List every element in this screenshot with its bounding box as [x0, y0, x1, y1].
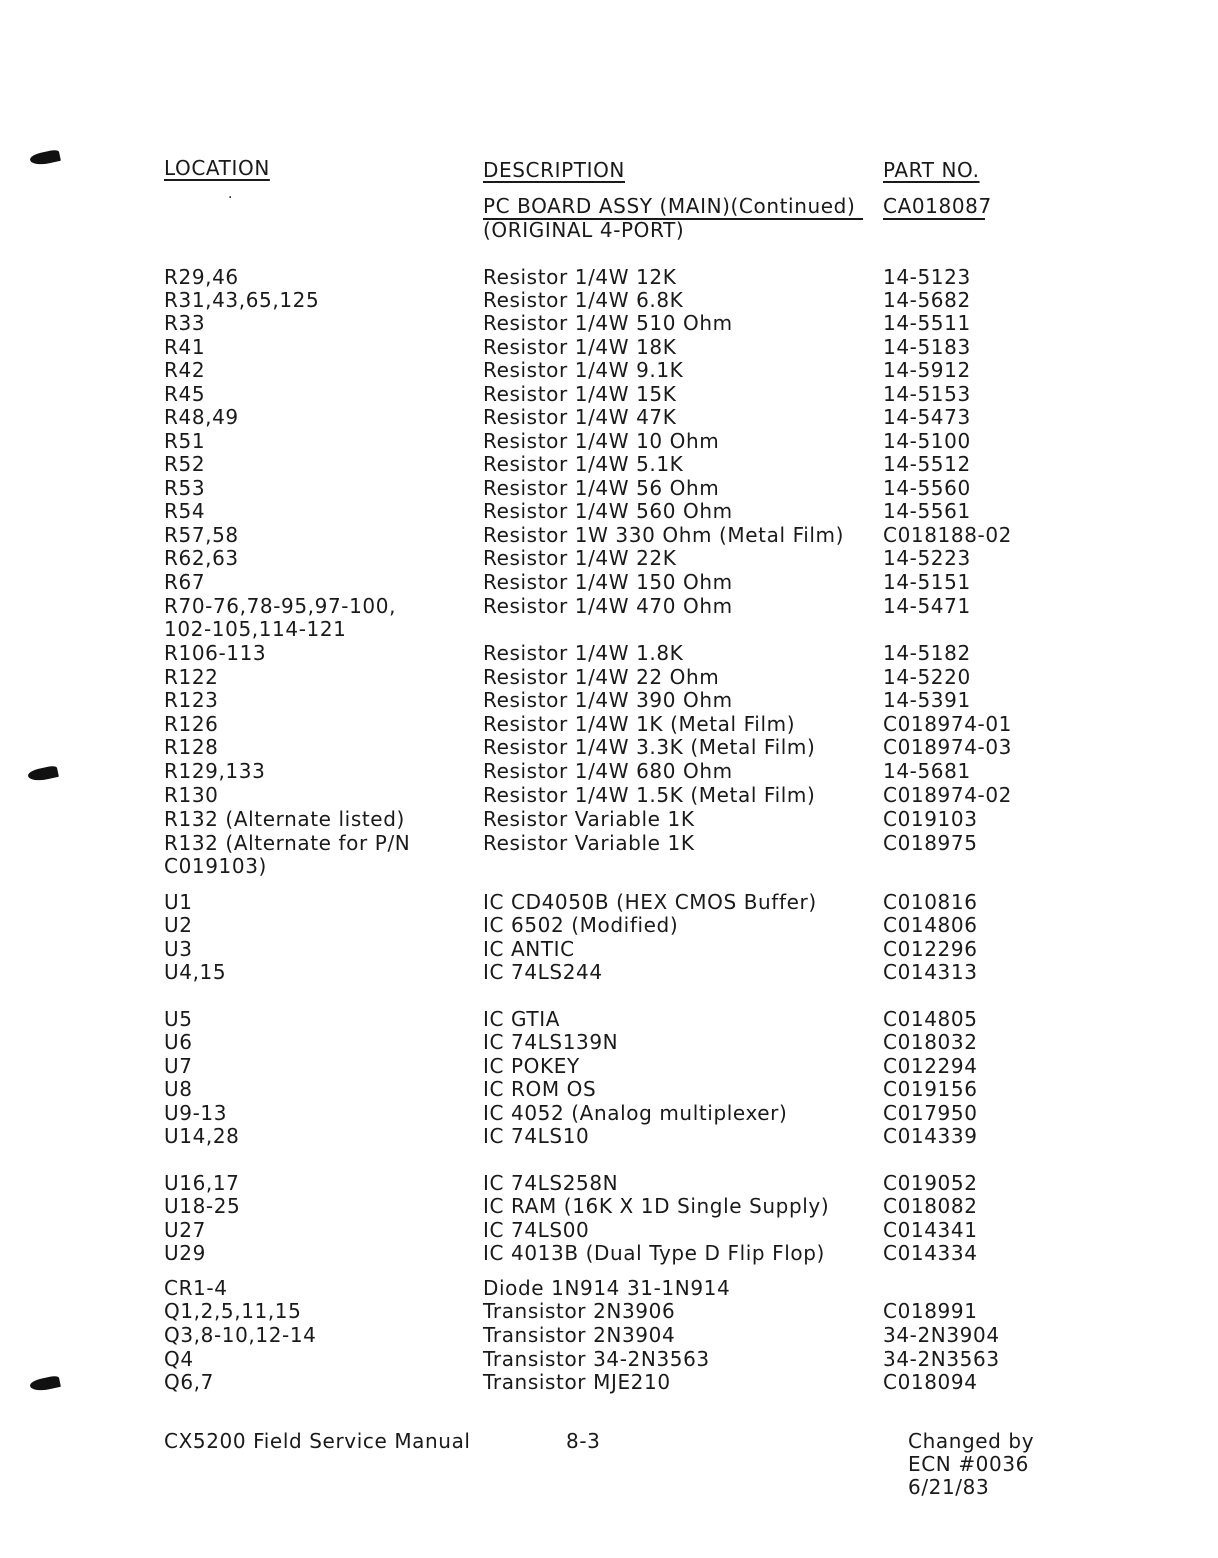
description-cell: IC 74LS139N: [483, 1030, 619, 1054]
part-number-cell: C017950: [883, 1101, 978, 1125]
location-cell: U6: [164, 1030, 193, 1054]
description-cell: Resistor 1/4W 18K: [483, 335, 677, 359]
description-cell: Resistor 1/4W 1.8K: [483, 641, 684, 665]
list-item: [0, 665, 1218, 689]
list-item: [0, 1007, 1218, 1031]
part-number-cell: C019156: [883, 1077, 978, 1101]
description-cell: Resistor 1/4W 510 Ohm: [483, 311, 733, 335]
part-number-cell: 14-5151: [883, 570, 971, 594]
location-cell: Q1,2,5,11,15: [164, 1299, 302, 1323]
description-cell: Resistor 1/4W 12K: [483, 265, 677, 289]
description-cell: Resistor 1/4W 56 Ohm: [483, 476, 720, 500]
part-number-cell: 14-5182: [883, 641, 971, 665]
part-number-cell: C014805: [883, 1007, 978, 1031]
location-cell: R51: [164, 429, 206, 453]
location-cell: R106-113: [164, 641, 267, 665]
location-cell: U18-25: [164, 1194, 241, 1218]
description-cell: Diode 1N914 31-1N914: [483, 1276, 731, 1300]
part-number-cell: C018975: [883, 831, 978, 855]
description-cell: Transistor 2N3906: [483, 1299, 676, 1323]
list-item: [0, 759, 1218, 783]
list-item: [0, 712, 1218, 736]
description-cell: Transistor 34-2N3563: [483, 1347, 710, 1371]
list-item: [0, 854, 1218, 878]
description-cell: IC GTIA: [483, 1007, 561, 1031]
description-cell: Resistor 1/4W 1.5K (Metal Film): [483, 783, 816, 807]
list-item: [0, 807, 1218, 831]
list-item: [0, 1171, 1218, 1195]
footer-manual-title: CX5200 Field Service Manual: [164, 1429, 471, 1453]
description-cell: IC 74LS258N: [483, 1171, 619, 1195]
part-number-cell: C018094: [883, 1370, 978, 1394]
list-item: [0, 311, 1218, 335]
part-number-cell: 14-5223: [883, 546, 971, 570]
part-number-cell: 34-2N3904: [883, 1323, 1000, 1347]
location-cell: R53: [164, 476, 206, 500]
description-cell: IC POKEY: [483, 1054, 580, 1078]
part-number-cell: C010816: [883, 890, 978, 914]
part-number-cell: C012294: [883, 1054, 978, 1078]
section-title: PC BOARD ASSY (MAIN)(Continued): [483, 194, 863, 220]
location-cell: U14,28: [164, 1124, 240, 1148]
footer-date: 6/21/83: [908, 1475, 990, 1499]
part-number-cell: 14-5681: [883, 759, 971, 783]
description-cell: Resistor 1/4W 22 Ohm: [483, 665, 720, 689]
location-cell: Q3,8-10,12-14: [164, 1323, 317, 1347]
location-cell: U27: [164, 1218, 206, 1242]
location-cell: R130: [164, 783, 219, 807]
list-item: [0, 890, 1218, 914]
list-item: [0, 1030, 1218, 1054]
list-item: [0, 523, 1218, 547]
description-cell: Resistor 1/4W 5.1K: [483, 452, 684, 476]
section-part-no: CA018087: [883, 194, 992, 218]
description-cell: Resistor 1/4W 10 Ohm: [483, 429, 720, 453]
location-cell: R132 (Alternate listed): [164, 807, 405, 831]
header-part-no: PART NO.: [883, 158, 980, 182]
list-item: [0, 1347, 1218, 1371]
location-cell: R54: [164, 499, 206, 523]
part-number-cell: 14-5682: [883, 288, 971, 312]
header-location: LOCATION: [164, 156, 270, 180]
list-item: [0, 429, 1218, 453]
description-cell: Resistor 1/4W 150 Ohm: [483, 570, 733, 594]
part-number-cell: C018188-02: [883, 523, 1012, 547]
part-number-cell: C014339: [883, 1124, 978, 1148]
location-cell: R122: [164, 665, 219, 689]
part-number-cell: C019052: [883, 1171, 978, 1195]
description-cell: IC 4052 (Analog multiplexer): [483, 1101, 788, 1125]
location-cell: U7: [164, 1054, 193, 1078]
description-cell: Resistor Variable 1K: [483, 831, 695, 855]
part-number-cell: C014341: [883, 1218, 978, 1242]
description-cell: Resistor 1/4W 22K: [483, 546, 677, 570]
list-item: [0, 594, 1218, 618]
location-cell: R48,49: [164, 405, 239, 429]
description-cell: Resistor 1/4W 9.1K: [483, 358, 684, 382]
location-cell: U3: [164, 937, 193, 961]
part-number-cell: C019103: [883, 807, 978, 831]
description-cell: Resistor 1/4W 680 Ohm: [483, 759, 733, 783]
list-item: [0, 641, 1218, 665]
location-cell: R123: [164, 688, 219, 712]
part-number-cell: C018974-02: [883, 783, 1012, 807]
part-number-cell: 14-5511: [883, 311, 971, 335]
list-item: [0, 1276, 1218, 1300]
description-cell: IC 74LS10: [483, 1124, 590, 1148]
part-number-cell: 14-5220: [883, 665, 971, 689]
description-cell: Resistor 1/4W 470 Ohm: [483, 594, 733, 618]
location-cell: U29: [164, 1241, 206, 1265]
location-cell: Q6,7: [164, 1370, 214, 1394]
location-cell: R129,133: [164, 759, 266, 783]
location-cell: CR1-4: [164, 1276, 228, 1300]
list-item: [0, 1218, 1218, 1242]
list-item: [0, 831, 1218, 855]
description-cell: IC CD4050B (HEX CMOS Buffer): [483, 890, 817, 914]
list-item: [0, 937, 1218, 961]
location-cell: R70-76,78-95,97-100,: [164, 594, 397, 618]
list-item: [0, 783, 1218, 807]
part-number-cell: 14-5183: [883, 335, 971, 359]
description-cell: IC ROM OS: [483, 1077, 597, 1101]
part-number-cell: C018974-01: [883, 712, 1012, 736]
location-cell: R29,46: [164, 265, 239, 289]
part-number-cell: 14-5912: [883, 358, 971, 382]
list-item: [0, 1299, 1218, 1323]
location-cell: R42: [164, 358, 206, 382]
part-number-cell: 14-5561: [883, 499, 971, 523]
part-number-cell: C018974-03: [883, 735, 1012, 759]
list-item: [0, 499, 1218, 523]
location-cell: R45: [164, 382, 206, 406]
list-item: [0, 688, 1218, 712]
footer-ecn: ECN #0036: [908, 1452, 1029, 1476]
location-cell: U4,15: [164, 960, 227, 984]
list-item: [0, 1323, 1218, 1347]
part-number-cell: 14-5100: [883, 429, 971, 453]
description-cell: Resistor Variable 1K: [483, 807, 695, 831]
list-item: [0, 570, 1218, 594]
location-cell: R132 (Alternate for P/N: [164, 831, 411, 855]
description-cell: Transistor 2N3904: [483, 1323, 676, 1347]
list-item: [0, 546, 1218, 570]
location-cell: U1: [164, 890, 193, 914]
list-item: [0, 476, 1218, 500]
list-item: [0, 452, 1218, 476]
list-item: [0, 1101, 1218, 1125]
list-item: [0, 1124, 1218, 1148]
location-cell: R126: [164, 712, 219, 736]
list-item: [0, 1077, 1218, 1101]
location-cell: R57,58: [164, 523, 239, 547]
list-item: [0, 1054, 1218, 1078]
location-cell: R62,63: [164, 546, 239, 570]
location-cell: C019103): [164, 854, 267, 878]
location-cell: Q4: [164, 1347, 194, 1371]
list-item: [0, 288, 1218, 312]
location-cell: R33: [164, 311, 206, 335]
part-number-cell: C018991: [883, 1299, 978, 1323]
description-cell: Transistor MJE210: [483, 1370, 671, 1394]
description-cell: IC 74LS00: [483, 1218, 590, 1242]
location-cell: R67: [164, 570, 206, 594]
list-item: [0, 913, 1218, 937]
location-cell: U5: [164, 1007, 193, 1031]
part-number-cell: 14-5512: [883, 452, 971, 476]
part-number-cell: 14-5123: [883, 265, 971, 289]
description-cell: Resistor 1/4W 15K: [483, 382, 677, 406]
stray-dot: ·: [228, 190, 234, 206]
list-item: [0, 265, 1218, 289]
part-number-cell: C018082: [883, 1194, 978, 1218]
list-item: [0, 960, 1218, 984]
list-item: [0, 335, 1218, 359]
binder-mark-top: [29, 149, 61, 167]
part-number-cell: C014334: [883, 1241, 978, 1265]
description-cell: Resistor 1/4W 6.8K: [483, 288, 684, 312]
section-subtitle: (ORIGINAL 4-PORT): [483, 218, 685, 242]
part-number-cell: C018032: [883, 1030, 978, 1054]
header-description: DESCRIPTION: [483, 158, 625, 182]
location-cell: 102-105,114-121: [164, 617, 347, 641]
description-cell: IC 6502 (Modified): [483, 913, 679, 937]
part-number-cell: 14-5391: [883, 688, 971, 712]
list-item: [0, 1194, 1218, 1218]
part-number-cell: C012296: [883, 937, 978, 961]
part-number-cell: 14-5471: [883, 594, 971, 618]
location-cell: U16,17: [164, 1171, 240, 1195]
description-cell: Resistor 1W 330 Ohm (Metal Film): [483, 523, 845, 547]
location-cell: U8: [164, 1077, 193, 1101]
list-item: [0, 1370, 1218, 1394]
description-cell: Resistor 1/4W 47K: [483, 405, 677, 429]
part-number-cell: C014806: [883, 913, 978, 937]
footer-page-number: 8-3: [566, 1429, 601, 1453]
list-item: [0, 358, 1218, 382]
part-number-cell: 34-2N3563: [883, 1347, 1000, 1371]
description-cell: IC 74LS244: [483, 960, 603, 984]
footer-changed-by: Changed by: [908, 1429, 1035, 1453]
part-number-cell: 14-5153: [883, 382, 971, 406]
location-cell: U2: [164, 913, 193, 937]
part-number-cell: 14-5473: [883, 405, 971, 429]
location-cell: R52: [164, 452, 206, 476]
description-cell: IC 4013B (Dual Type D Flip Flop): [483, 1241, 825, 1265]
description-cell: IC RAM (16K X 1D Single Supply): [483, 1194, 830, 1218]
description-cell: Resistor 1/4W 3.3K (Metal Film): [483, 735, 816, 759]
description-cell: Resistor 1/4W 560 Ohm: [483, 499, 733, 523]
location-cell: R31,43,65,125: [164, 288, 320, 312]
part-number-cell: 14-5560: [883, 476, 971, 500]
location-cell: R128: [164, 735, 219, 759]
list-item: [0, 382, 1218, 406]
list-item: [0, 1241, 1218, 1265]
list-item: [0, 735, 1218, 759]
list-item: [0, 617, 1218, 641]
part-number-cell: C014313: [883, 960, 978, 984]
description-cell: Resistor 1/4W 1K (Metal Film): [483, 712, 796, 736]
list-item: [0, 405, 1218, 429]
description-cell: IC ANTIC: [483, 937, 575, 961]
description-cell: Resistor 1/4W 390 Ohm: [483, 688, 733, 712]
location-cell: R41: [164, 335, 206, 359]
location-cell: U9-13: [164, 1101, 228, 1125]
